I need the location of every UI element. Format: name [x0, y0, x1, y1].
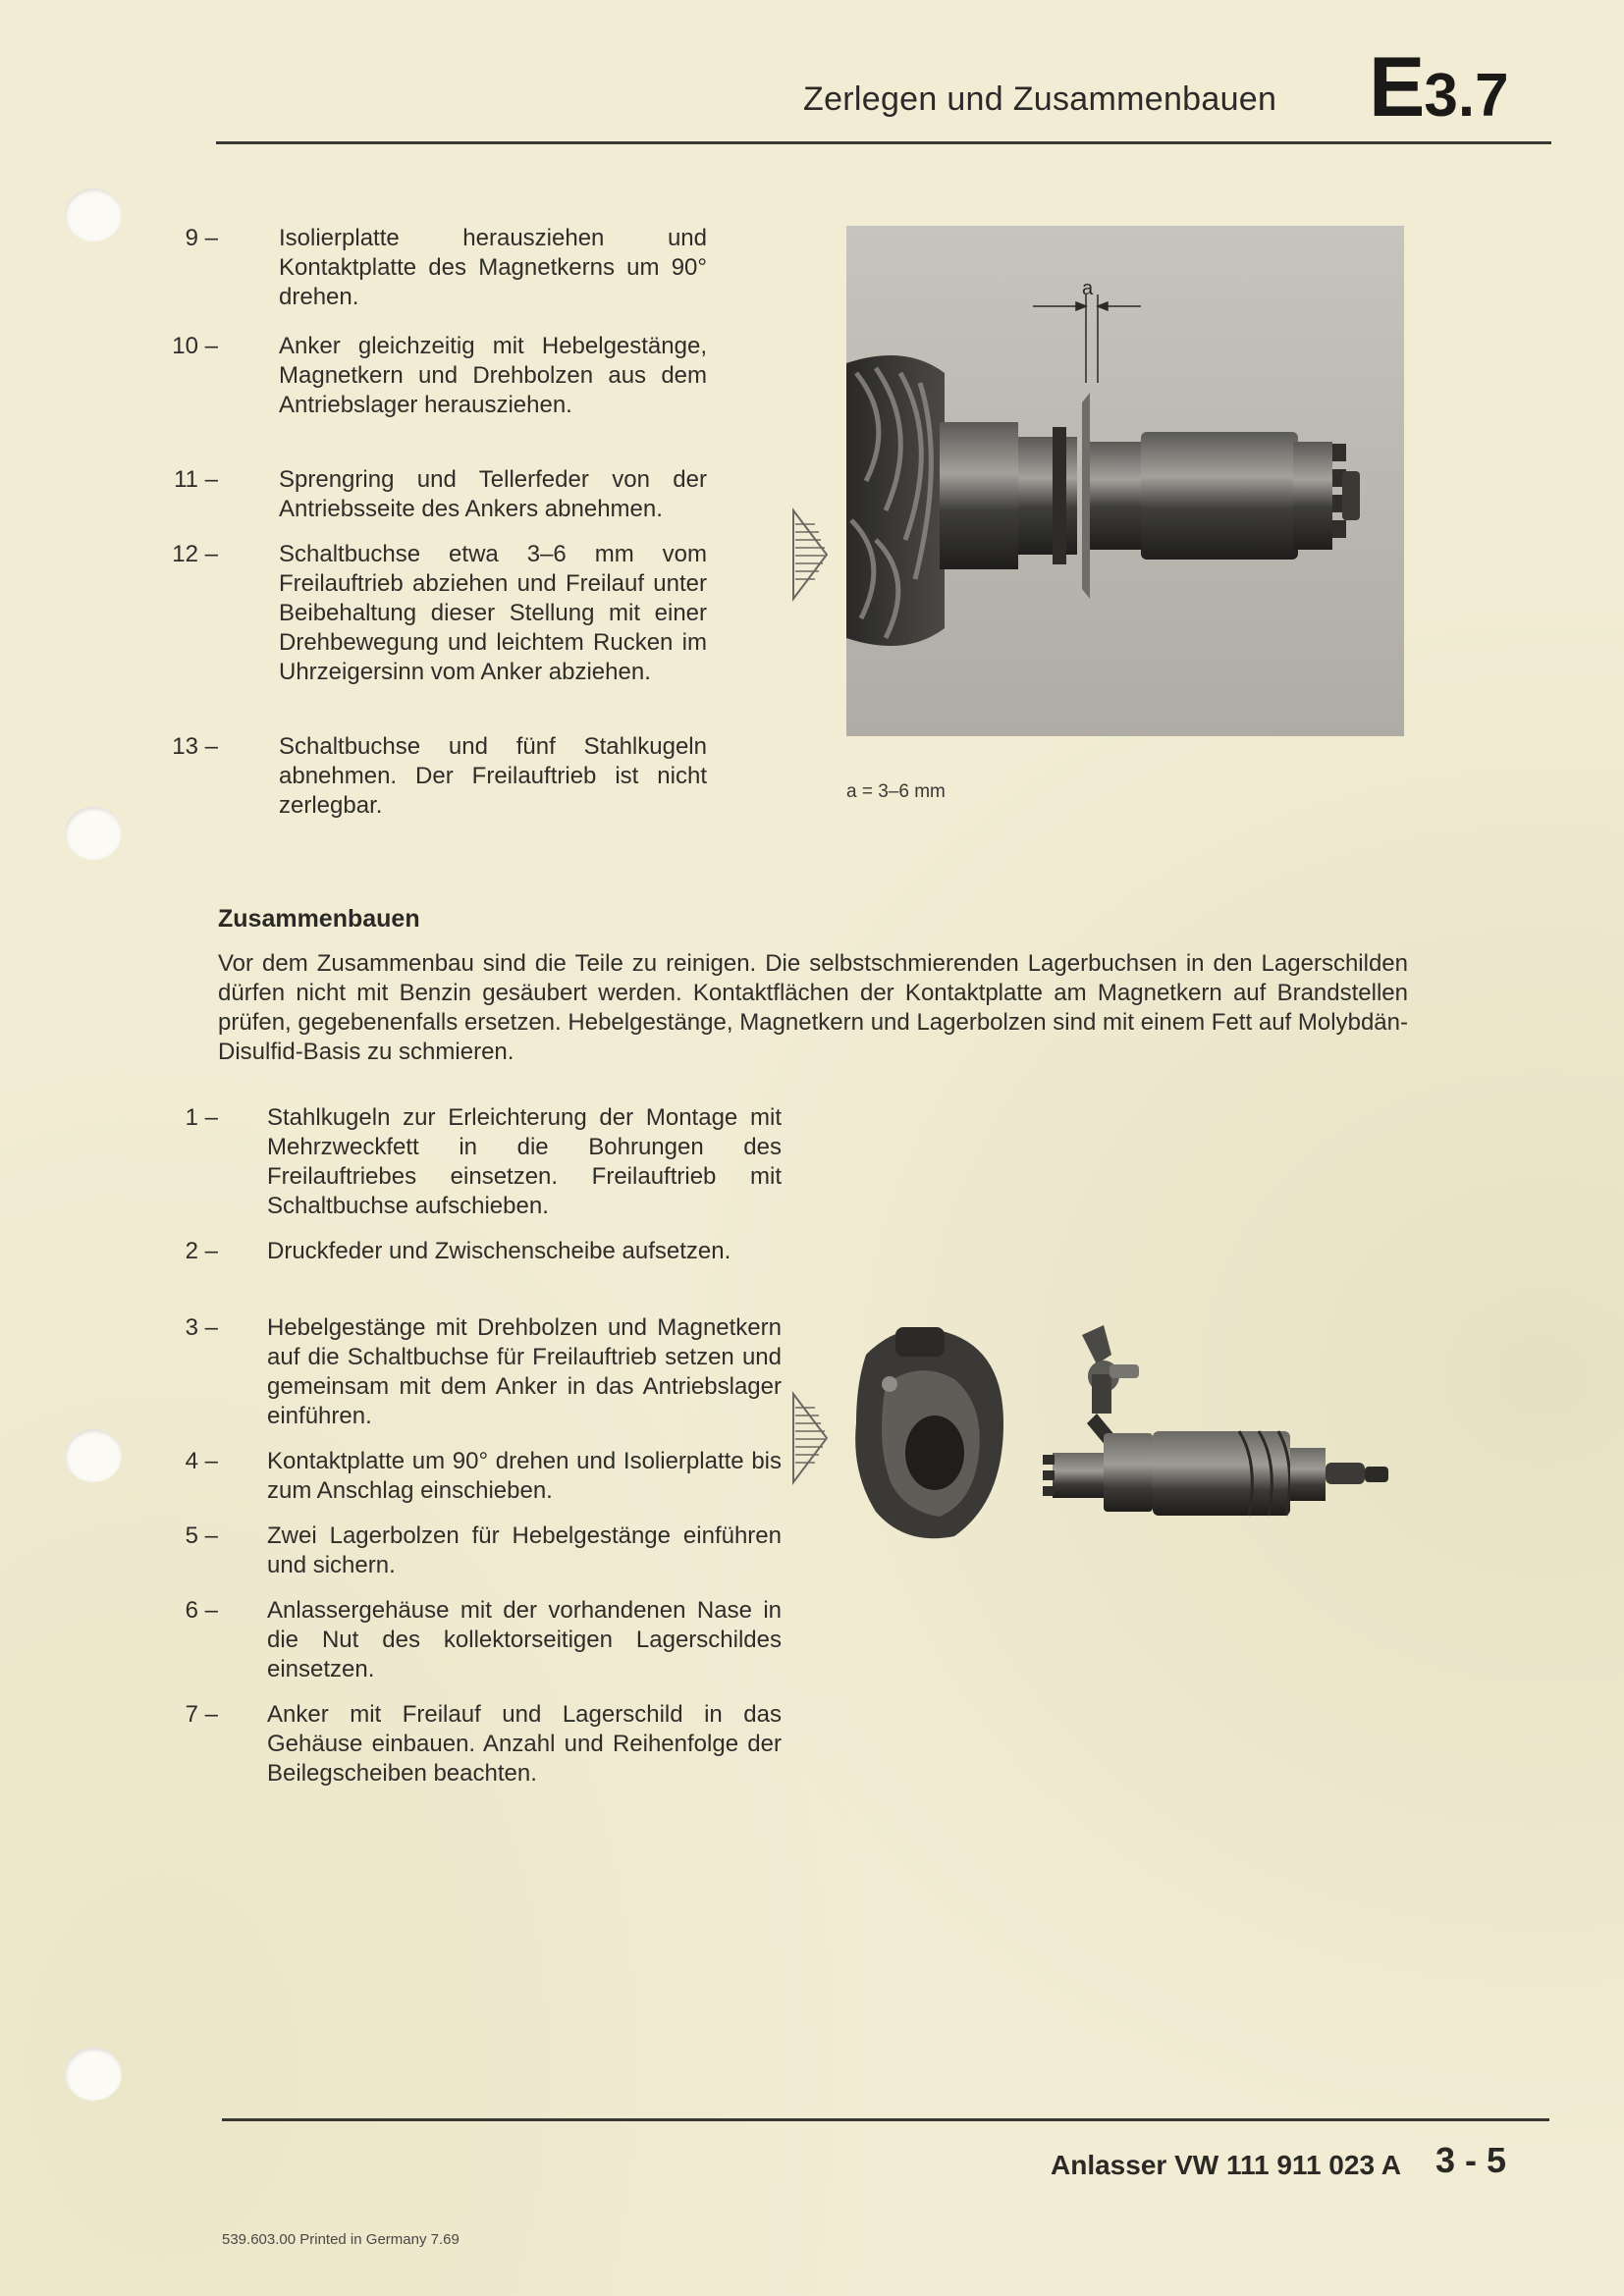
step-text: Schaltbuchse etwa 3–6 mm vom Freilauftrieb abziehen und Freilauf unter Beibehaltung dieser Stellung mit einer Drehbewegung und leichtem Rucken im Uhrzeigersinn vom Anker abziehen.	[279, 541, 707, 685]
step-9	[185, 224, 707, 312]
step-number: 9 –	[185, 225, 218, 251]
assembly-step-1	[185, 1103, 782, 1221]
step-12	[172, 540, 707, 687]
step-11	[174, 465, 707, 524]
arrow-marker-icon	[791, 501, 831, 609]
step-number: 5 –	[185, 1522, 218, 1549]
step-number: 10 –	[172, 333, 218, 359]
step-text: Anlassergehäuse mit der vorhandenen Nase in die Nut des kollektorseitigen Lagerschildes einsetzen.	[267, 1597, 782, 1682]
step-number: 2 –	[185, 1238, 218, 1264]
assembly-intro-paragraph: Vor dem Zusammenbau sind die Teile zu reinigen. Die selbstschmierenden Lagerbuchsen in den Lagerschilden dürfen nicht mit Benzin gesäubert werden. Kontaktflächen der Kontaktplatte am Magnetkern auf Brandstellen prüfen, gegebenenfalls ersetzen. Hebelgestänge, Magnetkern und Lagerbolzen sind mit einem Fett auf Molybdän-Disulfid-Basis zu schmieren.	[218, 950, 1408, 1065]
armature-drive-photo	[846, 226, 1404, 736]
punch-hole	[65, 1429, 122, 1482]
page-number: 3 - 5	[1435, 2140, 1507, 2180]
step-number: 12 –	[172, 541, 218, 567]
dimension-label: a	[1082, 278, 1094, 299]
step-number: 4 –	[185, 1448, 218, 1474]
print-note: 539.603.00 Printed in Germany 7.69	[222, 2231, 460, 2248]
step-number: 13 –	[172, 733, 218, 760]
step-text: Hebelgestänge mit Drehbolzen und Magnetkern auf die Schaltbuchse für Freilauftrieb setzen und gemeinsam mit dem Anker in das Antriebslager einführen.	[267, 1314, 782, 1429]
step-number: 3 –	[185, 1314, 218, 1341]
drive-bearing-armature-photo	[846, 1315, 1416, 1551]
step-number: 11 –	[174, 466, 218, 493]
punch-hole	[65, 188, 122, 241]
punch-hole	[65, 2048, 122, 2101]
step-text: Anker gleichzeitig mit Hebelgestänge, Magnetkern und Drehbolzen aus dem Antriebslager herausziehen.	[279, 333, 707, 418]
assembly-step-7	[185, 1700, 782, 1789]
section-heading: Zusammenbauen	[218, 905, 420, 933]
step-10	[172, 332, 707, 420]
arrow-marker-icon	[791, 1384, 831, 1492]
page-header-title: Zerlegen und Zusammenbauen	[803, 80, 1277, 118]
step-number: 1 –	[185, 1104, 218, 1131]
step-text: Schaltbuchse und fünf Stahlkugeln abnehmen. Der Freilauftrieb ist nicht zerlegbar.	[279, 733, 707, 819]
footer-title: Anlasser VW 111 911 023 A	[1051, 2150, 1401, 2180]
step-text: Kontaktplatte um 90° drehen und Isolierplatte bis zum Anschlag einschieben.	[267, 1448, 782, 1504]
assembly-step-2	[185, 1237, 782, 1266]
step-number: 7 –	[185, 1701, 218, 1728]
step-text: Anker mit Freilauf und Lagerschild in das Gehäuse einbauen. Anzahl und Reihenfolge der Beilegscheiben beachten.	[267, 1701, 782, 1787]
header-rule	[216, 141, 1551, 144]
assembly-step-4	[185, 1447, 782, 1506]
step-text: Sprengring und Tellerfeder von der Antriebsseite des Ankers abnehmen.	[279, 466, 707, 522]
section-code	[1369, 40, 1509, 134]
figure-caption: a = 3–6 mm	[846, 781, 946, 802]
punch-hole	[65, 807, 122, 860]
step-number: 6 –	[185, 1597, 218, 1624]
step-text: Zwei Lagerbolzen für Hebelgestänge einführen und sichern.	[267, 1522, 782, 1578]
assembly-step-6	[185, 1596, 782, 1684]
step-text: Stahlkugeln zur Erleichterung der Montage mit Mehrzweckfett in die Bohrungen des Freilauftriebes einsetzen. Freilauftrieb mit Schaltbuchse aufschieben.	[267, 1104, 782, 1219]
step-text: Isolierplatte herausziehen und Kontaktplatte des Magnetkerns um 90° drehen.	[279, 225, 707, 310]
section-letter: E	[1369, 40, 1425, 134]
step-text: Druckfeder und Zwischenscheibe aufsetzen.	[267, 1238, 731, 1264]
step-13	[172, 732, 707, 821]
assembly-step-5	[185, 1522, 782, 1580]
footer-rule	[222, 2118, 1549, 2121]
section-number: 3.7	[1424, 62, 1509, 130]
assembly-step-3	[185, 1313, 782, 1431]
